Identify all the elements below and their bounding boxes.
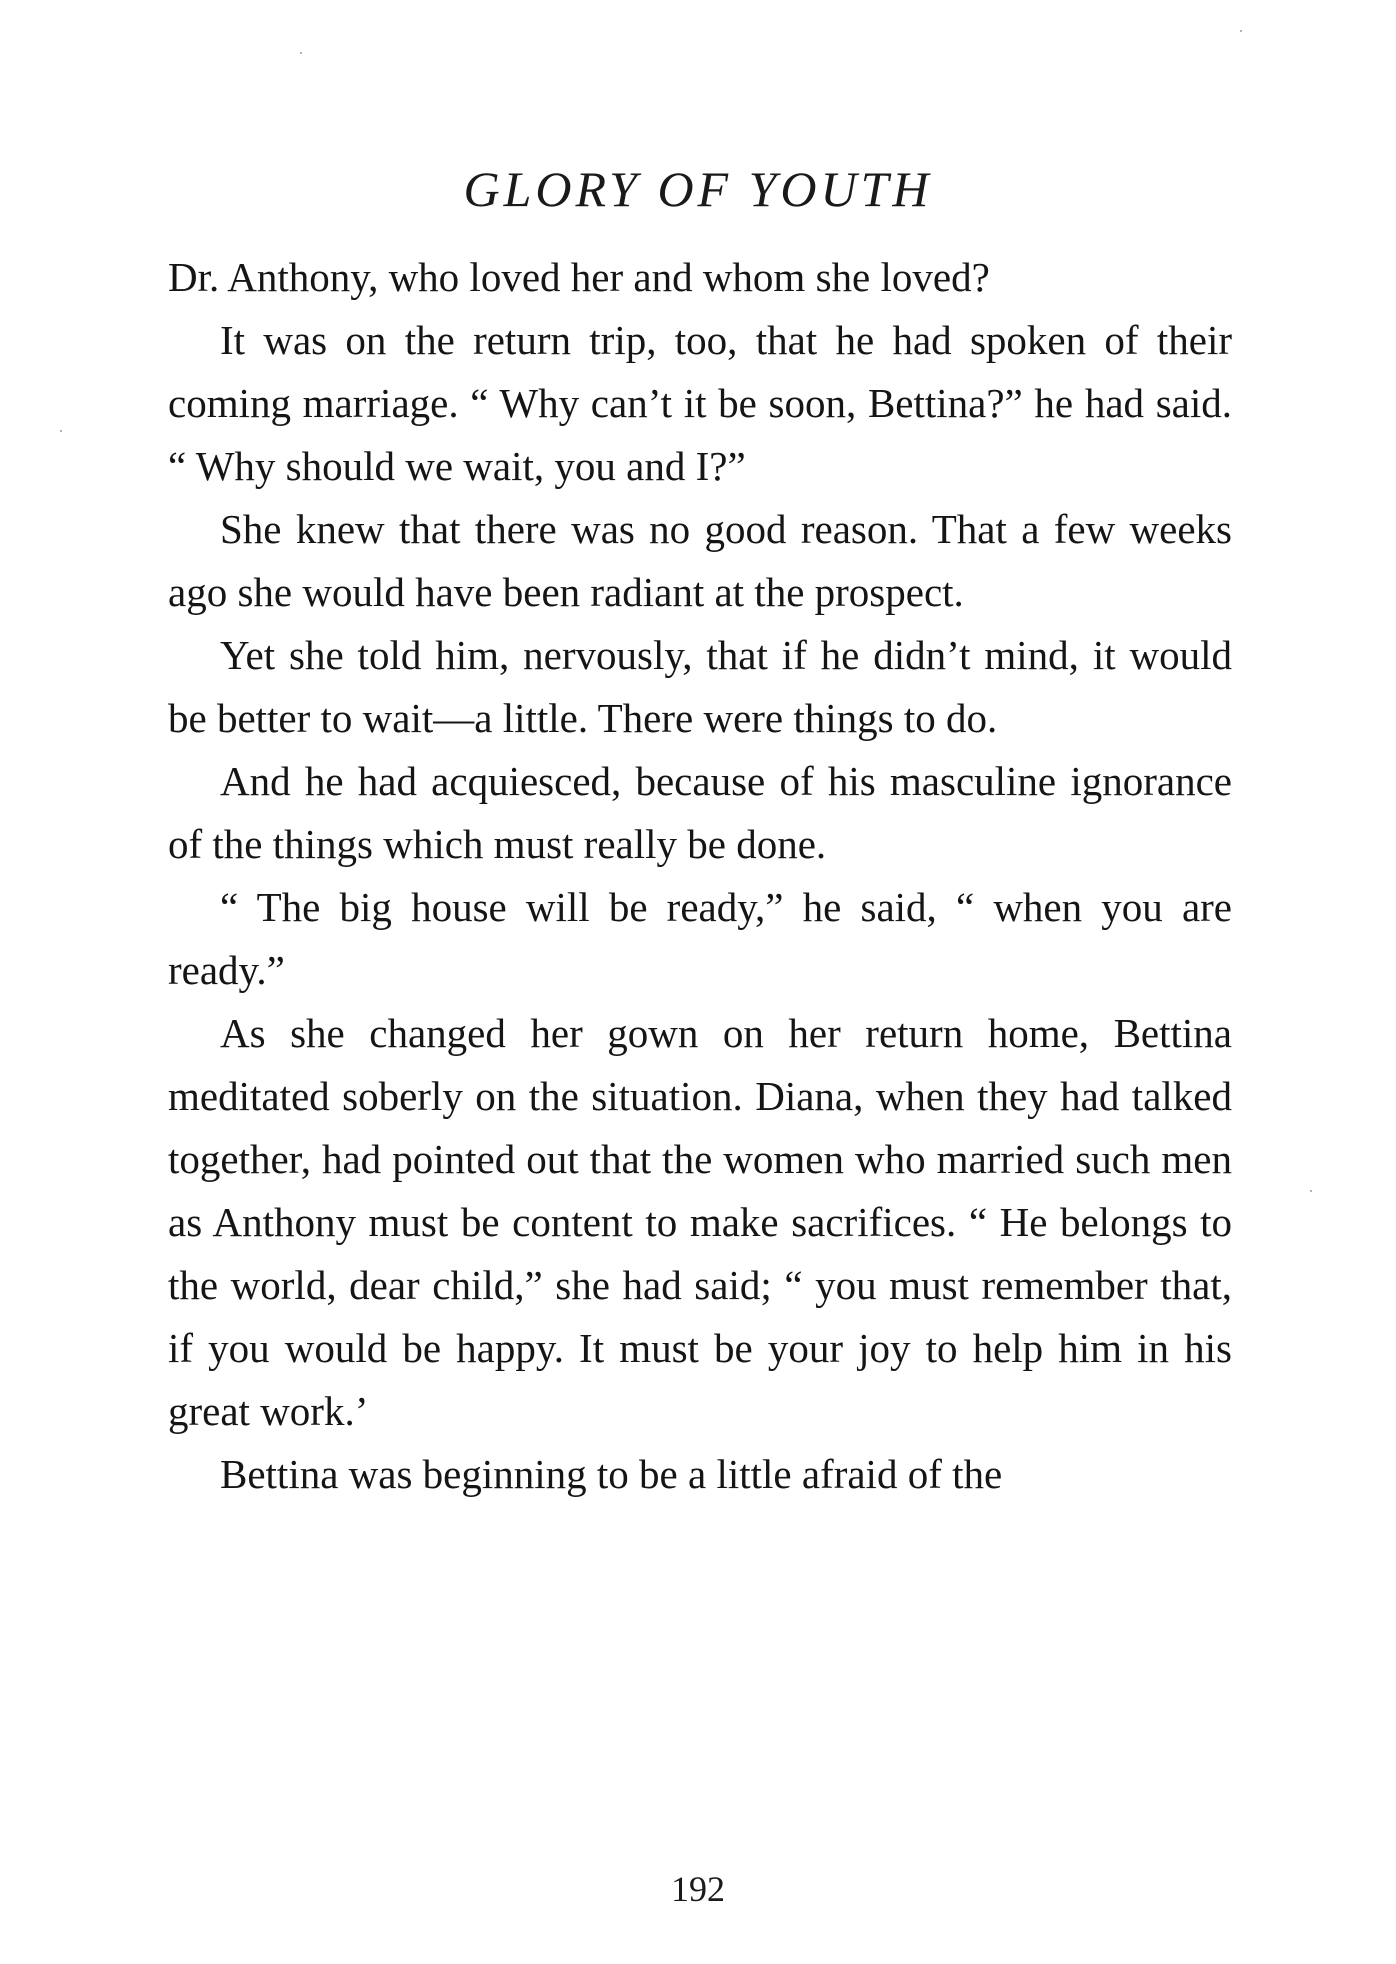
paragraph: Bettina was beginning to be a little afraid of the	[220, 1451, 1003, 1497]
paragraph: She knew that there was no good reason. That a few weeks ago she would have been radiant at the prospect.	[168, 506, 1232, 615]
paper-speck	[60, 430, 62, 432]
paragraph: Dr. Anthony, who loved her and whom she loved?	[168, 254, 990, 300]
page-number: 192	[671, 1869, 725, 1909]
paragraph: And he had acquiesced, because of his masculine ignorance of the things which must really be done.	[168, 758, 1232, 867]
paper-speck	[1310, 1190, 1312, 1192]
paragraph: As she changed her gown on her return home, Bettina meditated soberly on the situation. Diana, when they had talked together, had pointed out that the women who married such men as Anthony must be content to make sacrifices. “ He belongs to the world, dear child,” she had said; “ you must remember that, if you would be happy. It must be your joy to help him in his great work.’	[168, 1010, 1232, 1434]
paragraph: It was on the return trip, too, that he had spoken of their coming marriage. “ Why can’t it be soon, Bettina?” he had said. “ Why should we wait, you and I?”	[168, 317, 1232, 489]
paragraph: Yet she told him, nervously, that if he didn’t mind, it would be better to wait—a little. There were things to do.	[168, 632, 1232, 741]
paper-speck	[300, 52, 302, 54]
paragraph: “ The big house will be ready,” he said, “ when you are ready.”	[168, 884, 1232, 993]
body-text	[168, 246, 1232, 1506]
paper-speck	[1240, 30, 1242, 32]
running-head-title: GLORY OF YOUTH	[463, 161, 933, 217]
